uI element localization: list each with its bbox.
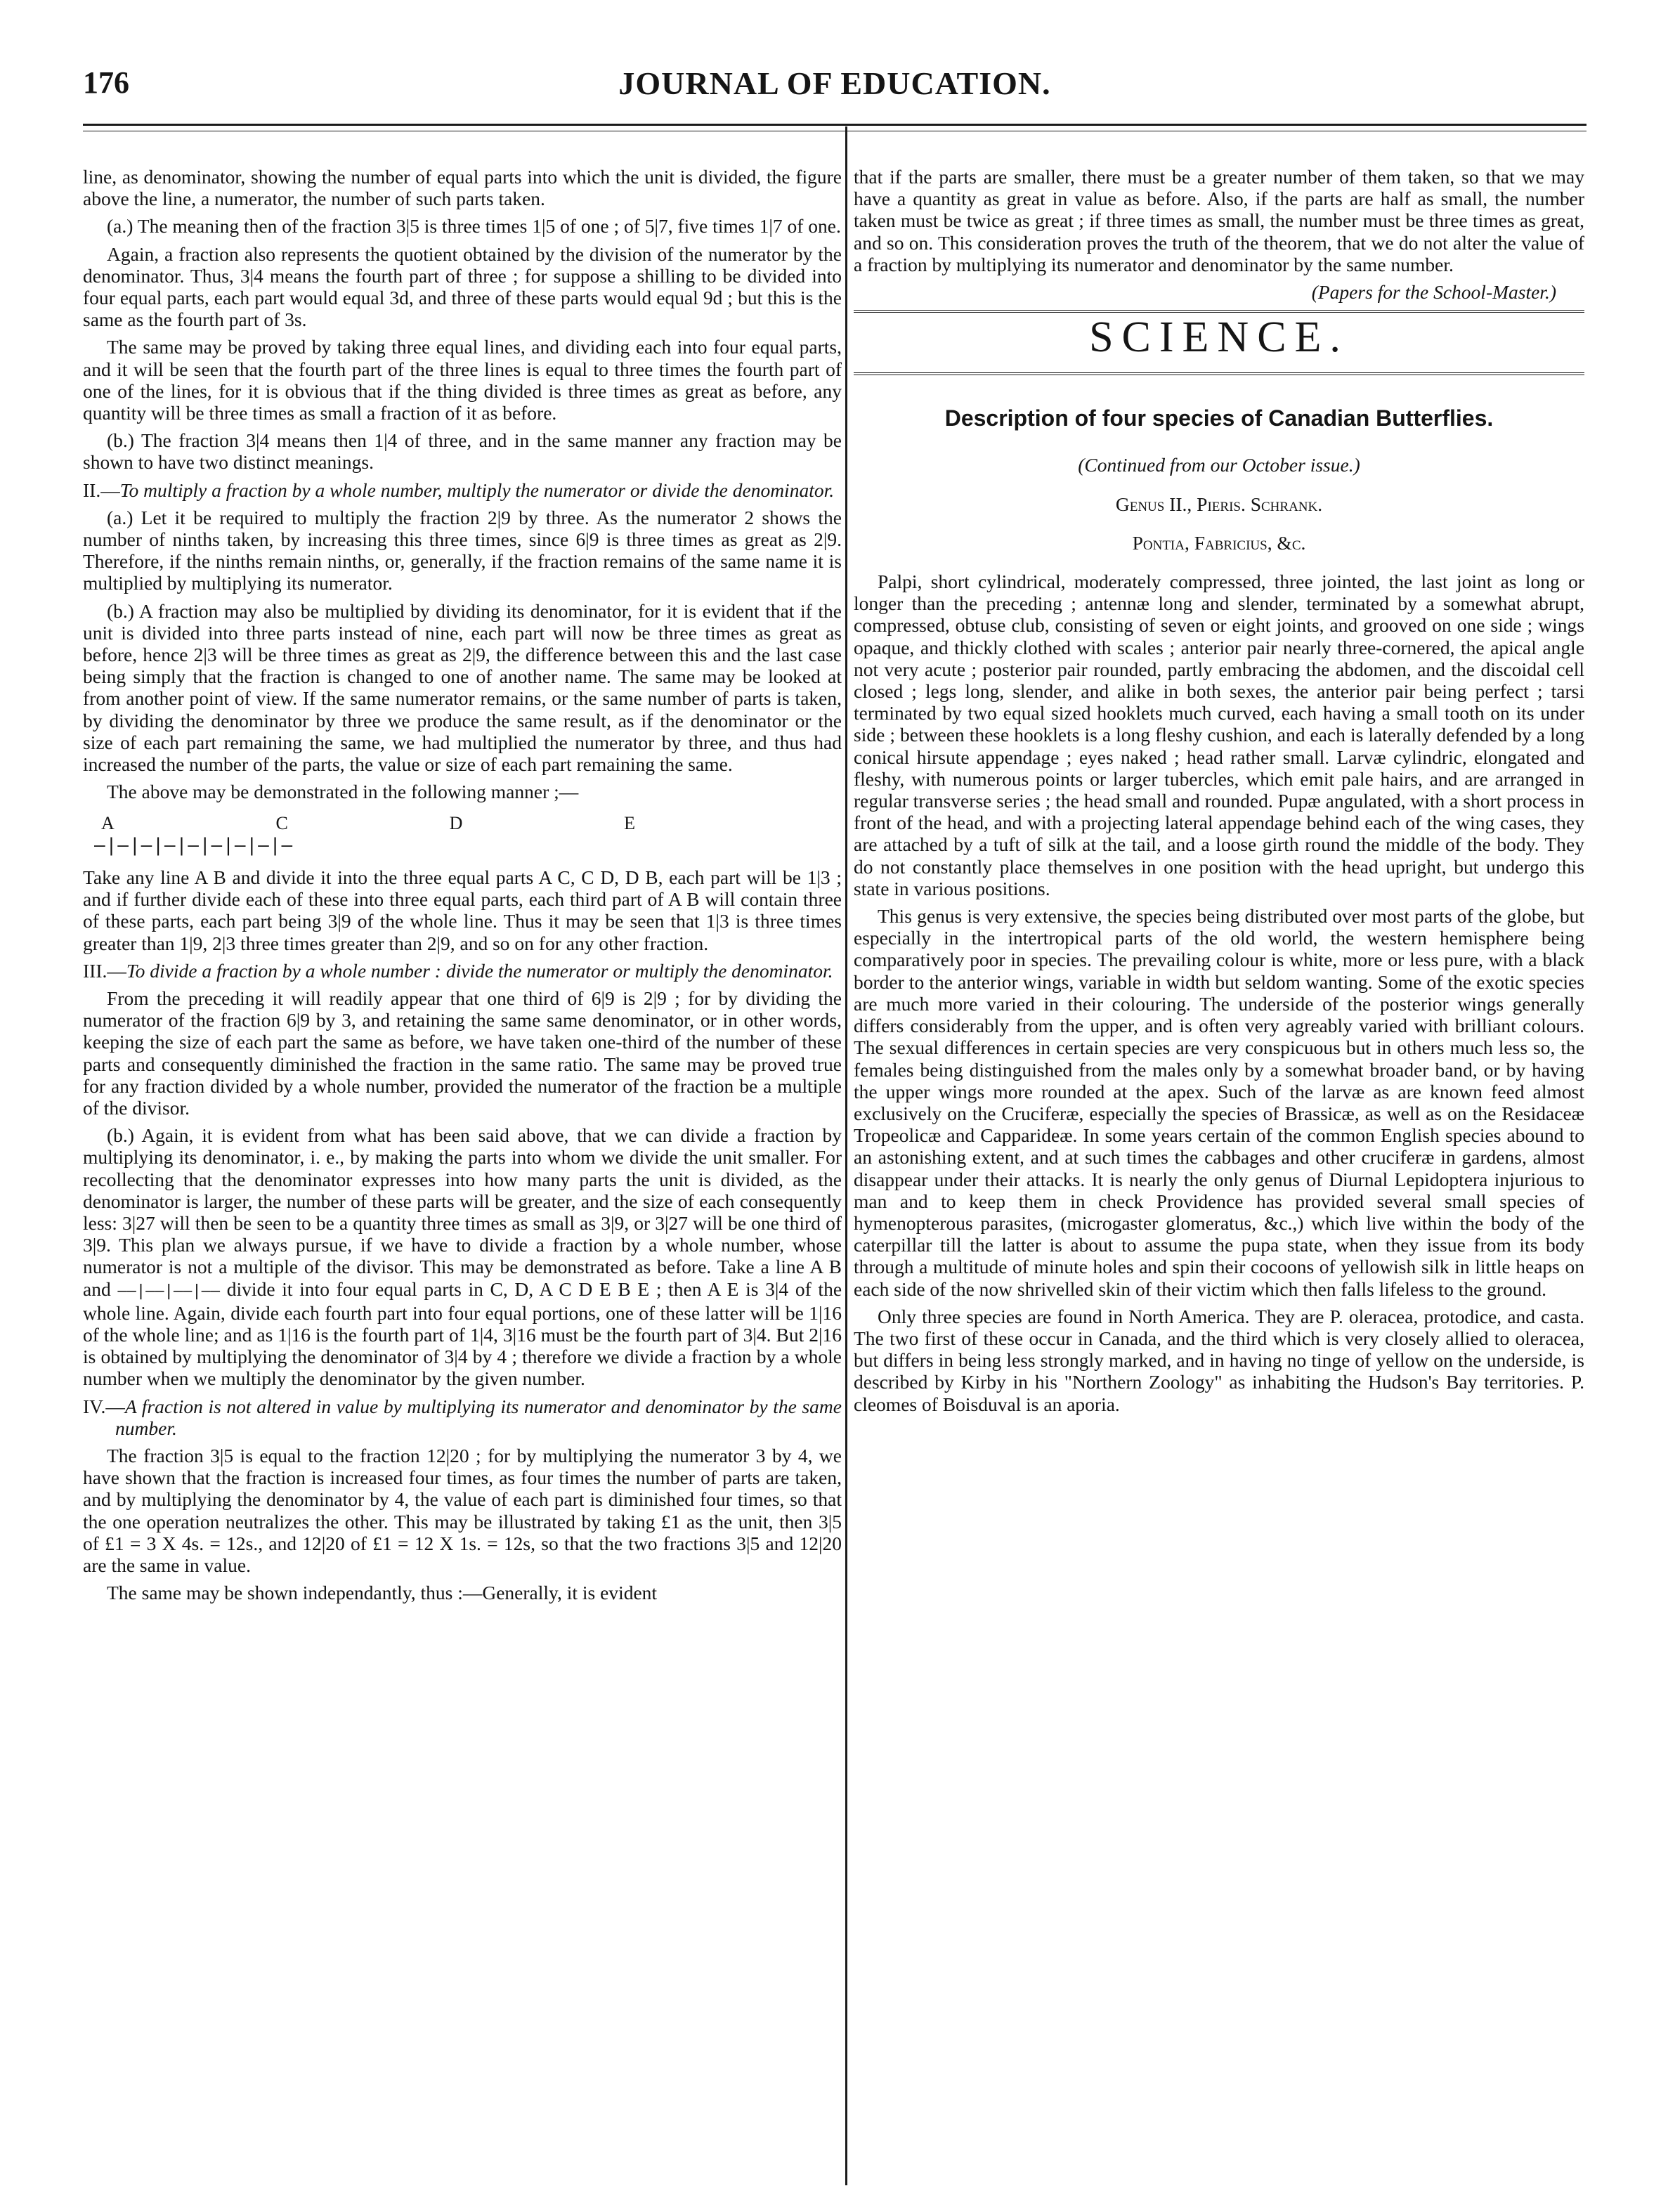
rule-number: IV.—: [83, 1395, 125, 1417]
paragraph-text: (b.) Again, it is evident from what has been said above, that we can divide a fraction by multiplying its denominator, i. e., by making the parts into whom we divide the unit smaller. For recollecting that the denominator expresses into how many parts the unit is divided, as the denominator is larger, the number of these parts will be greater, and the size of each consequently less: 3|27 will then be seen to be a quantity three times as small as 3|9, or 3|27 will be one third of 3|9. This plan we always pursue, if we have to divide a fraction by a whole number, whose numerator is not a multiple of the divisor. This may be demonstrated as before. Take a line A B and: [83, 1124, 842, 1300]
section-title: SCIENCE.: [1089, 313, 1349, 362]
paragraph: The same may be shown independantly, thus :—Generally, it is evident: [107, 1582, 658, 1604]
rule-text: To multiply a fraction by a whole number, multiply the numerator or divide the denominator.: [119, 479, 835, 501]
paragraph: (a.) The meaning then of the fraction 3|5 is three times 1|5 of one ; of 5|7, five times 1|7 of one.: [107, 215, 841, 238]
attribution: (Papers for the School-Master.): [1311, 281, 1556, 304]
diagram-letters: [101, 812, 635, 834]
paragraph: From the preceding it will readily appear that one third of 6|9 is 2|9 ; for by dividing the numerator of the fraction 6|9 by 3, and retaining the same same denominator, or in other words, keeping the size of each part the same as before, we have taken one-third of the number of these parts and consequently diminished the fraction in the same ratio. The same may be proved true for any fraction divided by a whole number, provided the numerator of the fraction be a multiple of the divisor.: [83, 987, 842, 1119]
paragraph: This genus is very extensive, the species being distributed over most parts of the globe, but especially in the intertropical parts of the old world, the western hemisphere being comparatively poor in species. The prevailing colour is white, more or less pure, with a black border to the anterior wings, variable in width but seldom wanting. Some of the exotic species are much more varied in their colouring. The underside of the posterior wings generally differs considerably from the upper, and is often very agreably varied with brilliant colours. The sexual differences in certain species are very conspicuous but in others much less so, the females being distinguished from the males only by a somewhat broader band, or by having the upper wings more rounded at the apex. Such of the larvæ as are known feed almost exclusively on the Cruciferæ, especially the species of Brassicæ, as well as on the Residaceæ Tropeolicæ and Capparideæ. In some years certain of the common English species abound to an astonishing extent, and at such times the cabbages and other cruciferæ in gardens, almost disappear under their attacks. It is nearly the only genus of Diurnal Lepidoptera injurious to man and to keep them in check Providence has provided several small species of hymenopterous parasites, (microgaster glomeratus, &c.,) which live within the body of the caterpillar till the latter is about to assume the pupa state, when they issue from its body through a multitude of minute holes and spin their cocoons of yellowish silk in little heaps on each side of the now shrivelled skin of their victim which then falls lifeless to the ground.: [854, 905, 1584, 1300]
diagram-letter: D: [449, 813, 463, 834]
paragraph: (b.) A fraction may also be multiplied by dividing its denominator, for it is evident that if the unit is divided into three parts instead of nine, each part will now be three times as great as before, hence 2|3 will be three times as great as 2|9, the difference between this and the last case being simply that the fraction is changed to one of another name. The same may be looked at from another point of view. If the same numerator remains, or the same number of parts is taken, by dividing the denominator by three we produce the same result, as if the denominator or the size of each part remaining the same, we had multiplied the numerator by three, and thus had increased the number of the parts, the value or size of each part remaining the same.: [83, 599, 842, 776]
paragraph: line, as denominator, showing the number of equal parts into which the unit is divided, the figure above the line, a numerator, the number of such parts taken.: [83, 166, 842, 210]
header-rule: [83, 124, 1586, 126]
paragraph: Take any line A B and divide it into the three equal parts A C, C D, D B, each part will be 1|3 ; and if further divide each of these into three equal parts, each third part of A B will contain three of these parts, each part being 3|9 of the whole line. Thus it may be seen that 1|3 is three times greater than 1|9, 2|3 three times greater than 2|9, and so on for any other fraction.: [83, 866, 842, 954]
paragraph: that if the parts are smaller, there must be a greater number of them taken, so that we may have a quantity as great in value as before. Also, if the parts are half as small, the number taken must be twice as great ; if three times as small, the number must be three times as great, and so on. This consideration proves the truth of the theorem, that we do not alter the value of a fraction by multiplying its numerator and denominator by the same number.: [854, 166, 1584, 275]
rule-heading: [83, 960, 842, 982]
continued-note: (Continued from our October issue.): [1078, 454, 1360, 476]
paragraph: The fraction 3|5 is equal to the fraction 12|20 ; for by multiplying the numerator 3 by 4, we have shown that the fraction is increased four times, as four times the number of parts are taken, and by multiplying the denominator by 4, the value of each part is diminished four times, so that the one operation neutralizes the other. This may be illustrated by taking £1 as the unit, then 3|5 of £1 = 3 X 4s. = 12s., and 12|20 of £1 = 12 X 1s. = 12s, so that the two fractions 3|5 and 12|20 are the same in value.: [83, 1444, 842, 1576]
rule-number: II.—: [83, 479, 120, 501]
genus-heading: Genus II., Pieris. Schrank.: [1115, 493, 1323, 515]
page-header: [83, 65, 1586, 114]
paragraph: (a.) Let it be required to multiply the fraction 2|9 by three. As the numerator 2 shows the number of ninths taken, by increasing this three times, since 6|9 is three times as great as 2|9. Therefore, if the ninths remain ninths, or, generally, if the fraction remains of the same name it is multiplied by multiplying its numerator.: [83, 506, 842, 594]
rule-heading: [83, 479, 842, 501]
right-column: [854, 166, 1584, 1421]
paragraph: Palpi, short cylindrical, moderately compressed, three jointed, the last joint as long or longer than the preceding ; antennæ long and slender, terminated by a somewhat abrupt, compressed, obtuse club, consisting of seven or eight joints, and grooved on one side ; wings opaque, and thickly clothed with scales ; anterior pair nearly three-cornered, the apical angle not very acute ; posterior pair rounded, partly embracing the abdomen, and the discoidal cell closed ; legs long, slender, and alike in both sexes, the anterior pair being perfect ; tarsi terminated by two equal sized hooklets much curved, each having a small tooth on its under side ; between these hooklets is a long fleshy cushion, and each is laterally defended by a long conical hirsute appendage ; eyes naked ; head rather small. Larvæ cylindric, elongated and fleshy, with numerous points or larger tubercles, which emit pale hairs, and are arranged in regular transverse series ; the head small and rounded. Pupæ angulated, with a short process in front of the head, and with a projecting lateral appendage behind each of the wing cases, they are attached by a tuft of silk at the tail, and a loose girth round the middle of the body. They do not constantly place themselves in one position with the head upright, but undergo this state in various positions.: [854, 571, 1584, 899]
rule-heading: [83, 1395, 842, 1439]
paragraph: The above may be demonstrated in the following manner ;—: [107, 781, 579, 803]
left-column: [83, 166, 842, 1609]
rule-text: To divide a fraction by a whole number : divide the numerator or multiply the denominator.: [126, 959, 833, 982]
synonym-heading: Pontia, Fabricius, &c.: [1132, 531, 1306, 554]
section-rule: [854, 310, 1584, 313]
rule-text: A fraction is not altered in value by multiplying its numerator and denominator by the same number.: [115, 1395, 842, 1439]
column-divider: [845, 126, 847, 2185]
paragraph: The same may be proved by taking three equal lines, and dividing each into four equal parts, and it will be seen that the fourth part of the three lines is equal to three times the fourth part of one of the lines, for it is obvious that if the thing divided is three times as great as before, any quantity will be three times as small a fraction of it as before.: [83, 336, 842, 424]
rule-number: III.—: [83, 959, 126, 982]
article-title: Description of four species of Canadian Butterflies.: [944, 405, 1494, 431]
diagram-letter: C: [275, 813, 288, 834]
paragraph: [83, 1124, 842, 1389]
paragraph-text: divide it into four equal parts in C, D, A C D E B E ; then A E is 3|4 of the whole line. Again, divide each fourth part into four equal portions, one of these latter will be 1|16 of the whole line; and as 1|16 is the fourth part of 1|4, 3|16 must be the fourth part of 3|4. But 2|16 is obtained by multiplying the denominator of 3|4 by 4 ; therefore we divide a fraction by a whole number when we multiply the denominator by the given number.: [83, 1277, 842, 1390]
paragraph: Again, a fraction also represents the quotient obtained by the division of the numerator by the denominator. Thus, 3|4 means the fourth part of three ; for suppose a shilling to be divided into four equal parts, each part would equal 3d, and three of these parts would equal 9d ; but this is the same as the fourth part of 3s.: [83, 242, 842, 331]
section-rule: [854, 372, 1584, 375]
page-number: 176: [83, 65, 129, 100]
diagram-letter: E: [624, 813, 635, 834]
paragraph: (b.) The fraction 3|4 means then 1|4 of three, and in the same manner any fraction may be shown to have two distinct meanings.: [83, 429, 842, 474]
diagram-letter: A: [101, 813, 115, 834]
line-diagram: [83, 812, 842, 856]
inline-line-diagram: ——|——|——|——: [117, 1282, 221, 1300]
journal-title: JOURNAL OF EDUCATION.: [618, 65, 1051, 101]
paragraph: Only three species are found in North America. They are P. oleracea, protodice, and casta. The two first of these occur in Canada, and the third which is very closely allied to oleracea, but differs in being less strongly marked, and in having no tinge of yellow on the underside, is described by Kirby in his "Northern Zoology" as inhabiting the Hudson's Bay territories. P. cleomes of Boisduval is an aporia.: [854, 1305, 1584, 1415]
diagram-line: —|—|—|—|—|—|—|—|—: [94, 834, 294, 856]
